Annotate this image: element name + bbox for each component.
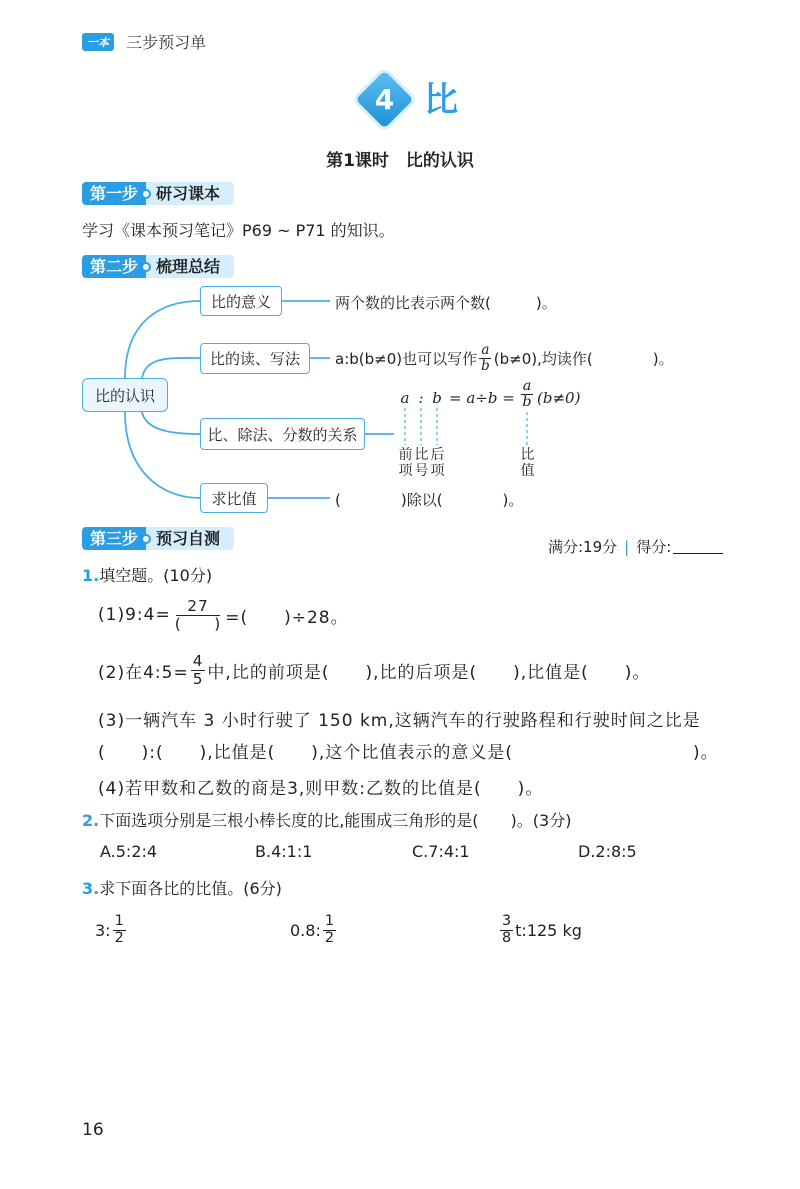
step-name: 梳理总结: [146, 255, 234, 278]
expr-antecedent: a: [400, 389, 410, 407]
branch-line-notation: [142, 358, 200, 378]
lesson-title: 第1课时 比的认识: [326, 151, 474, 171]
notation-text: [335, 341, 674, 375]
question-text: 填空题。(10分): [99, 566, 213, 585]
expr-fraction-wrap: [518, 379, 536, 410]
q1-part3-line2: ( ):( ),比值是( ),这个比值表示的意义是( )。: [98, 743, 719, 763]
option-c: C.7:4:1: [412, 842, 470, 861]
q3-item-fraction: [323, 914, 336, 945]
label-antecedent: 前项: [398, 447, 413, 479]
score-box: [548, 536, 723, 557]
step1-text: 学习《课本预习笔记》P69 ~ P71 的知识。: [82, 221, 395, 240]
q1-part1-post: =( )÷28。: [225, 607, 349, 628]
fraction-numerator: a: [481, 342, 490, 359]
q3-item-fraction: [113, 914, 126, 945]
mindmap-node-find-value: 求比值: [200, 483, 268, 513]
meaning-text: 两个数的比表示两个数( )。: [335, 294, 557, 312]
question-3-title: [82, 876, 282, 899]
q1-part2-pre: (2)在4:5=: [98, 662, 189, 683]
q1-part2-post: 中,比的前项是( ),比的后项是( ),比值是( )。: [207, 662, 651, 683]
q1-part3-line1: (3)一辆汽车 3 小时行驶了 150 km,这辆汽车的行驶路程和行驶时间之比是: [98, 711, 701, 731]
q1-part1-fraction: [173, 598, 224, 631]
question-number: 3.: [82, 879, 100, 898]
score-divider: |: [624, 537, 630, 556]
expr-ratio-sign: :: [418, 389, 424, 407]
dot-icon: [141, 189, 151, 199]
notation-fraction: [479, 343, 492, 372]
q3-item-fraction: [500, 914, 513, 945]
step3-badge: [82, 527, 234, 550]
question-1-title: [82, 563, 212, 586]
q3-item-2: [290, 910, 338, 950]
question-text: 下面选项分别是三根小棒长度的比,能围成三角形的是( )。(3分): [99, 811, 572, 830]
label-ratio-value: 比值: [520, 447, 535, 479]
q3-item-pre: 3:: [95, 920, 111, 940]
notation-text-after: (b≠0),均读作( )。: [493, 349, 674, 368]
mindmap-node-relation: 比、除法、分数的关系: [200, 418, 365, 450]
fraction-denominator: 5: [192, 669, 204, 688]
fraction-numerator: 3: [502, 913, 512, 930]
question-text: 求下面各比的比值。(6分): [99, 879, 282, 898]
series-title: 三步预习单: [126, 33, 207, 52]
unit-number: 4: [374, 83, 395, 116]
step-number: 第二步: [82, 255, 146, 278]
publisher-logo: 一本: [82, 33, 114, 51]
fraction-denominator: b: [481, 357, 490, 374]
score-label: 得分:: [636, 538, 672, 556]
q1-part1-pre: (1)9:4=: [98, 605, 171, 625]
q1-part1: [98, 596, 349, 634]
dot-icon: [141, 262, 151, 272]
fraction-numerator: a: [522, 378, 532, 394]
fraction-denominator: 2: [324, 929, 334, 946]
option-d: D.2:8:5: [578, 842, 637, 861]
dot-icon: [141, 534, 151, 544]
fraction-numerator: 27: [176, 598, 220, 615]
q3-item-1: [95, 910, 128, 950]
fraction-denominator: b: [522, 394, 532, 411]
fraction-numerator: 1: [324, 913, 334, 930]
branch-line-relation: [142, 412, 200, 434]
q3-item-3: [498, 910, 582, 950]
option-a: A.5:2:4: [100, 842, 158, 861]
mindmap-root: 比的认识: [82, 378, 168, 412]
full-score: 满分:19分: [548, 538, 618, 556]
fraction-numerator: 1: [114, 913, 124, 930]
expr-division: = a÷b =: [449, 389, 515, 407]
step-name: 研习课本: [146, 182, 234, 205]
label-consequent: 后项: [430, 447, 445, 479]
q1-part4: (4)若甲数和乙数的商是3,则甲数:乙数的比值是( )。: [98, 779, 544, 799]
question-2-title: [82, 808, 571, 831]
step-name: 预习自测: [146, 527, 234, 550]
mindmap-node-meaning: 比的意义: [200, 286, 282, 316]
page-number: 16: [82, 1120, 104, 1140]
score-blank: [673, 540, 723, 554]
fraction-denominator: ( ): [174, 614, 222, 633]
question-number: 2.: [82, 811, 100, 830]
expr-condition: (b≠0): [537, 389, 581, 407]
step-number: 第三步: [82, 527, 146, 550]
fraction-denominator: 2: [114, 929, 124, 946]
unit-title: 比: [424, 80, 458, 120]
fraction-denominator: 8: [502, 929, 512, 946]
expr-consequent: b: [432, 389, 442, 407]
label-ratio-sign: 比号: [414, 447, 429, 479]
q1-part2-fraction: [191, 653, 206, 686]
fraction-numerator: 4: [192, 652, 204, 671]
notation-text-before: a:b(b≠0)也可以写作: [335, 349, 478, 368]
branch-line-find-value: [125, 412, 200, 498]
branch-line-meaning: [125, 301, 200, 378]
q1-part2: [98, 651, 650, 689]
q3-item-pre: 0.8:: [290, 920, 321, 940]
option-b: B.4:1:1: [255, 842, 313, 861]
expr-fraction: [520, 379, 533, 410]
step-number: 第一步: [82, 182, 146, 205]
mindmap-node-notation: 比的读、写法: [200, 343, 310, 374]
question-number: 1.: [82, 566, 100, 585]
find-value-text: ( )除以( )。: [335, 491, 524, 509]
q3-item-post: t:125 kg: [515, 920, 582, 940]
